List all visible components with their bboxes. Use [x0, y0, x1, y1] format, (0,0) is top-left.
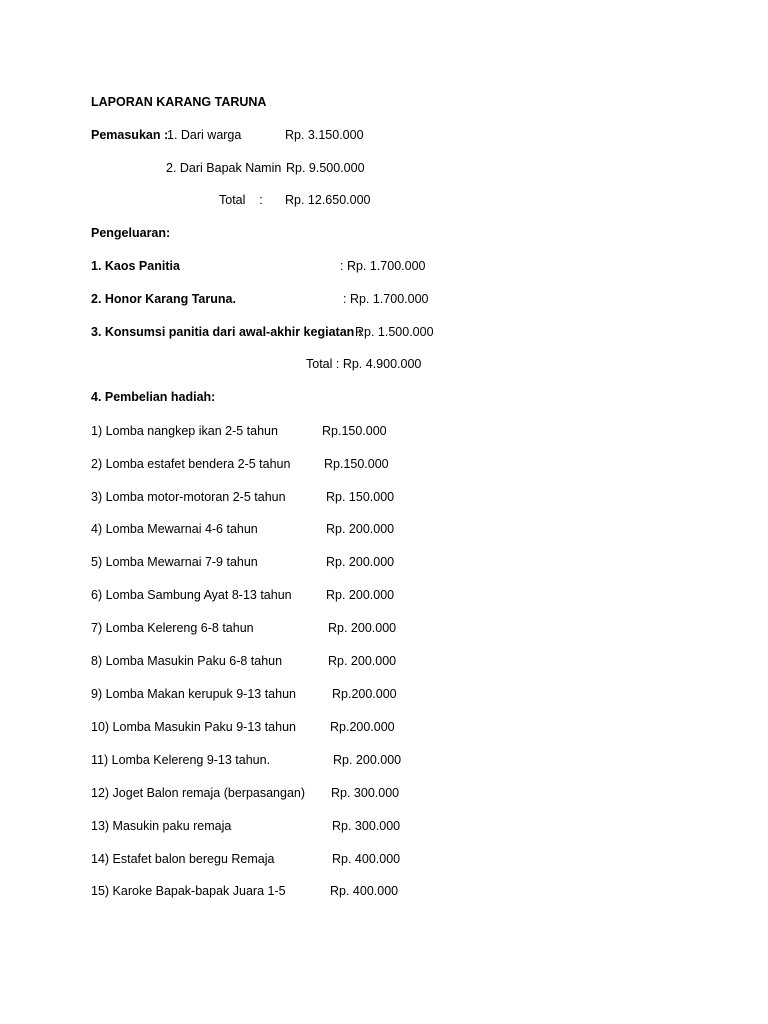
prize-item-desc: 10) Lomba Masukin Paku 9-13 tahun — [91, 720, 296, 734]
prize-item-desc: 14) Estafet balon beregu Remaja — [91, 852, 275, 866]
income-item-desc: 2. Dari Bapak Namin — [166, 161, 282, 175]
prize-item-desc: 8) Lomba Masukin Paku 6-8 tahun — [91, 654, 283, 668]
income-total-label: Total : — [219, 193, 263, 207]
prize-item-amount: Rp. 400.000 — [332, 852, 401, 866]
prize-item-desc: 7) Lomba Kelereng 6-8 tahun — [91, 621, 254, 635]
prize-item-amount: Rp.200.000 — [332, 687, 397, 701]
prizes-label: 4. Pembelian hadiah: — [91, 390, 216, 404]
income-item-amount: Rp. 3.150.000 — [285, 128, 364, 142]
income-label: Pemasukan : — [91, 128, 169, 142]
prize-item-amount: Rp. 300.000 — [332, 819, 401, 833]
prize-item-desc: 15) Karoke Bapak-bapak Juara 1-5 — [91, 884, 286, 898]
prize-item-desc: 13) Masukin paku remaja — [91, 819, 232, 833]
expense-item-amount: Rp. 1.500.000 — [355, 325, 434, 339]
prize-item-desc: 12) Joget Balon remaja (berpasangan) — [91, 786, 306, 800]
prize-item-amount: Rp. 200.000 — [326, 555, 395, 569]
prize-item-desc: 9) Lomba Makan kerupuk 9-13 tahun — [91, 687, 296, 701]
expense-item-desc: 3. Konsumsi panitia dari awal-akhir kegiatan : — [91, 325, 362, 339]
report-title: LAPORAN KARANG TARUNA — [91, 95, 267, 109]
expenses-label: Pengeluaran: — [91, 226, 171, 240]
expense-item-amount: : Rp. 1.700.000 — [340, 259, 426, 273]
prize-item-desc: 4) Lomba Mewarnai 4-6 tahun — [91, 522, 258, 536]
prize-item-desc: 1) Lomba nangkep ikan 2-5 tahun — [91, 424, 278, 438]
prize-item-desc: 6) Lomba Sambung Ayat 8-13 tahun — [91, 588, 292, 602]
expenses-total: Total : Rp. 4.900.000 — [306, 357, 422, 371]
expense-item-amount: : Rp. 1.700.000 — [343, 292, 429, 306]
expense-item-desc: 1. Kaos Panitia — [91, 259, 180, 273]
income-total-amount: Rp. 12.650.000 — [285, 193, 371, 207]
income-item-desc: 1. Dari warga — [167, 128, 242, 142]
prize-item-desc: 2) Lomba estafet bendera 2-5 tahun — [91, 457, 291, 471]
prize-item-desc: 11) Lomba Kelereng 9-13 tahun. — [91, 753, 271, 767]
prize-item-amount: Rp. 150.000 — [326, 490, 395, 504]
income-item-amount: Rp. 9.500.000 — [286, 161, 365, 175]
prize-item-amount: Rp. 400.000 — [330, 884, 399, 898]
prize-item-amount: Rp. 200.000 — [328, 621, 397, 635]
prize-item-amount: Rp.200.000 — [330, 720, 395, 734]
prize-item-amount: Rp. 200.000 — [326, 588, 395, 602]
expense-item-desc: 2. Honor Karang Taruna. — [91, 292, 236, 306]
prize-item-amount: Rp. 200.000 — [326, 522, 395, 536]
prize-item-amount: Rp. 300.000 — [331, 786, 400, 800]
prize-item-amount: Rp. 200.000 — [328, 654, 397, 668]
prize-item-amount: Rp.150.000 — [322, 424, 387, 438]
prize-item-desc: 5) Lomba Mewarnai 7-9 tahun — [91, 555, 258, 569]
prize-item-amount: Rp.150.000 — [324, 457, 389, 471]
prize-item-desc: 3) Lomba motor-motoran 2-5 tahun — [91, 490, 286, 504]
prize-item-amount: Rp. 200.000 — [333, 753, 402, 767]
